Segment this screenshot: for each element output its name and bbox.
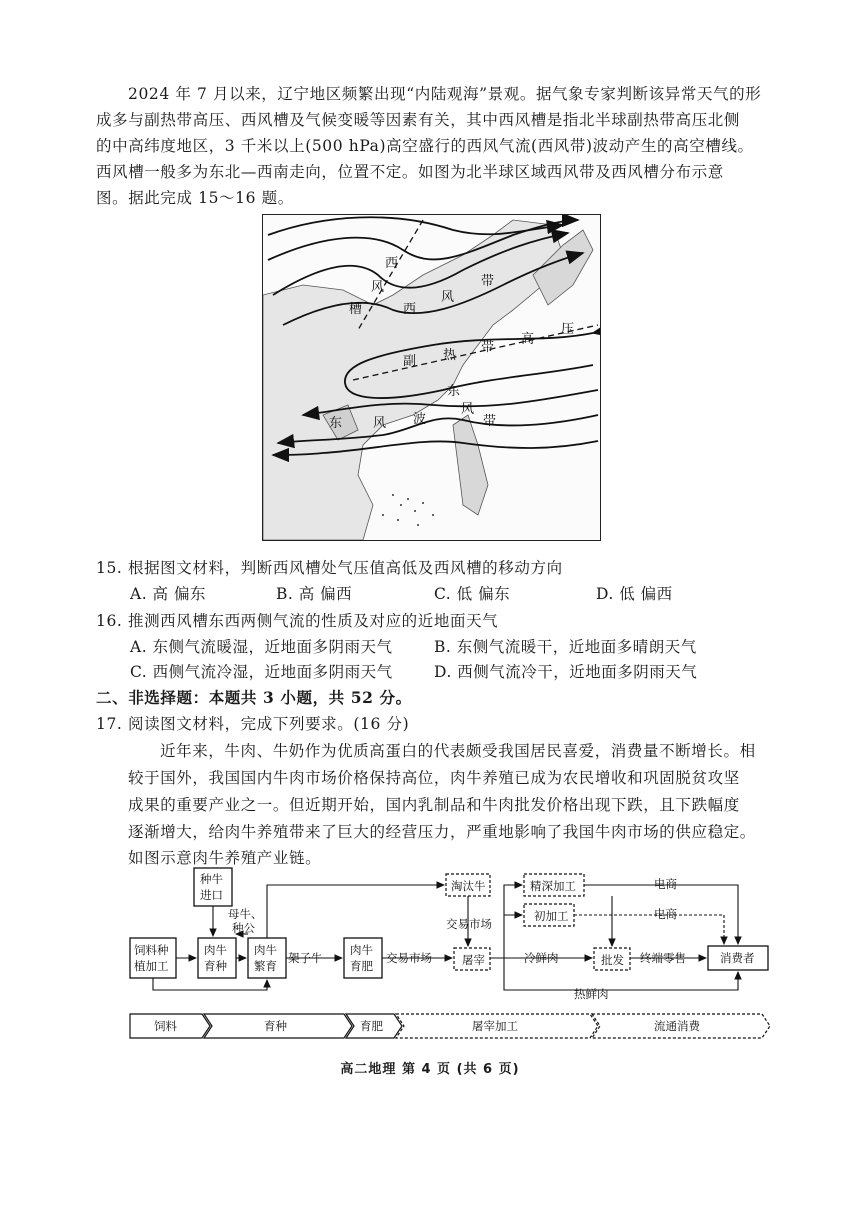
map-label-xi2: 西 [403, 302, 417, 317]
intro-line-1: 2024 年 7 月以来，辽宁地区频繁出现“内陆观海”景观。据气象专家判断该异常天气的形 [128, 85, 762, 103]
map-label-fu: 副 [403, 354, 417, 369]
q17-para-2: 较于国外，我国国内牛肉市场价格保持高位，肉牛养殖已成为农民增收和巩固脱贫攻坚 [128, 769, 740, 787]
stage-text-feed: 饲料 [154, 1019, 177, 1033]
q16-stem: 16. 推测西风槽东西两侧气流的性质及对应的近地面天气 [96, 612, 499, 630]
map-label-cao: 槽 [349, 302, 363, 317]
stage-text-fattening: 育肥 [360, 1019, 383, 1033]
text-dianshang2: 电商 [654, 907, 677, 921]
map-label-dai1: 带 [481, 274, 495, 289]
stage-text-breeding: 育种 [264, 1019, 287, 1033]
q16-option-d: D. 西侧气流冷干，近地面多阴雨天气 [434, 663, 698, 681]
text-chujiagong: 初加工 [534, 909, 569, 923]
text-siliao1: 饲料种 [134, 943, 169, 957]
text-jingshen: 精深加工 [530, 879, 576, 893]
text-jiaoyi2: 交易市场 [446, 917, 492, 931]
beef-industry-chain-diagram [124, 866, 774, 1046]
map-label-feng1: 风 [371, 280, 385, 295]
map-label-dong2: 东 [329, 416, 343, 431]
text-yuzhong1: 肉牛 [204, 943, 227, 957]
map-label-gao: 高 [521, 332, 535, 347]
map-label-feng3: 风 [461, 402, 475, 417]
text-lengxian: 冷鲜肉 [524, 951, 559, 965]
westerly-map [262, 214, 601, 541]
q15-option-d: D. 低 偏西 [596, 585, 673, 603]
text-rexian: 热鲜肉 [574, 987, 609, 1001]
map-label-dong1: 东 [447, 384, 461, 399]
intro-line-3: 的中高纬度地区，3 千米以上(500 hPa)高空盛行的西风气流(西风带)波动产生的高空槽线。 [96, 137, 754, 155]
map-label-xi: 西 [385, 256, 399, 271]
island-dots [382, 494, 434, 526]
q16-option-c: C. 西侧气流冷湿，近地面多阴雨天气 [130, 663, 393, 681]
stage-text-circulation: 流通消费 [654, 1019, 700, 1033]
map-label-ya: 压 [561, 322, 575, 337]
text-yuzhong2: 育种 [204, 959, 227, 973]
map-svg [263, 215, 600, 540]
q15-option-a: A. 高 偏东 [130, 585, 206, 603]
q15-option-c: C. 低 偏东 [434, 585, 511, 603]
intro-line-4: 西风槽一般多为东北—西南走向，位置不定。如图为北半球区域西风带及西风槽分布示意 [96, 163, 724, 181]
text-jiaoyi1: 交易市场 [386, 951, 432, 965]
text-tuzai: 屠宰 [462, 953, 485, 967]
q17-para-1: 近年来，牛肉、牛奶作为优质高蛋白的代表颇受我国居民喜爱，消费量不断增长。相 [160, 742, 756, 760]
q17-para-3: 成果的重要产业之一。但近期开始，国内乳制品和牛肉批发价格出现下跌，且下跌幅度 [128, 796, 740, 814]
text-fanyu1: 肉牛 [254, 943, 277, 957]
section-2-heading: 二、非选择题：本题共 3 小题，共 52 分。 [96, 688, 412, 707]
map-label-feng4: 风 [373, 416, 387, 431]
text-zhongniu: 种牛 [200, 872, 223, 886]
text-jinkou: 进口 [200, 888, 223, 902]
q17-para-5: 如图示意肉牛养殖产业链。 [128, 849, 322, 867]
intro-line-5: 图。据此完成 15～16 题。 [96, 189, 294, 207]
text-zhongduan: 终端零售 [640, 951, 686, 965]
map-label-bo: 波 [413, 412, 427, 427]
intro-line-2: 成多与副热带高压、西风槽及气候变暖等因素有关，其中西风槽是指北半球副热带高压北侧 [96, 111, 741, 129]
map-label-dai2: 带 [481, 340, 495, 355]
text-yufei2: 育肥 [350, 959, 373, 973]
map-label-feng2: 风 [441, 290, 455, 305]
text-yufei1: 肉牛 [350, 943, 373, 957]
q15-stem: 15. 根据图文材料，判断西风槽处气压值高低及西风槽的移动方向 [96, 559, 563, 577]
text-muniu: 母牛、 [228, 907, 263, 921]
q17-stem: 17. 阅读图文材料，完成下列要求。(16 分) [96, 715, 410, 733]
text-zhonggong: 种公 [232, 921, 255, 935]
text-dianshang1: 电商 [654, 877, 677, 891]
mainland-shape [263, 220, 563, 540]
q16-option-a: A. 东侧气流暖湿，近地面多阴雨天气 [130, 638, 393, 656]
philippines-shape [453, 415, 488, 515]
text-taotai: 淘汰牛 [451, 879, 486, 893]
text-jiazi: 架子牛 [288, 951, 323, 965]
text-siliao2: 植加工 [134, 959, 169, 973]
text-pifa: 批发 [601, 953, 624, 967]
page-footer: 高二地理 第 4 页 (共 6 页) [340, 1062, 520, 1077]
stage-text-slaughter: 屠宰加工 [472, 1019, 518, 1033]
q17-para-4: 逐渐增大，给肉牛养殖带来了巨大的经营压力，严重地影响了我国牛肉市场的供应稳定。 [128, 823, 756, 841]
text-fanyu2: 繁育 [254, 959, 277, 973]
q15-option-b: B. 高 偏西 [276, 585, 353, 603]
text-xiaofei: 消费者 [720, 951, 755, 965]
map-label-dai3: 带 [483, 414, 497, 429]
q16-option-b: B. 东侧气流暖干，近地面多晴朗天气 [434, 638, 697, 656]
map-label-re: 热 [443, 348, 457, 363]
